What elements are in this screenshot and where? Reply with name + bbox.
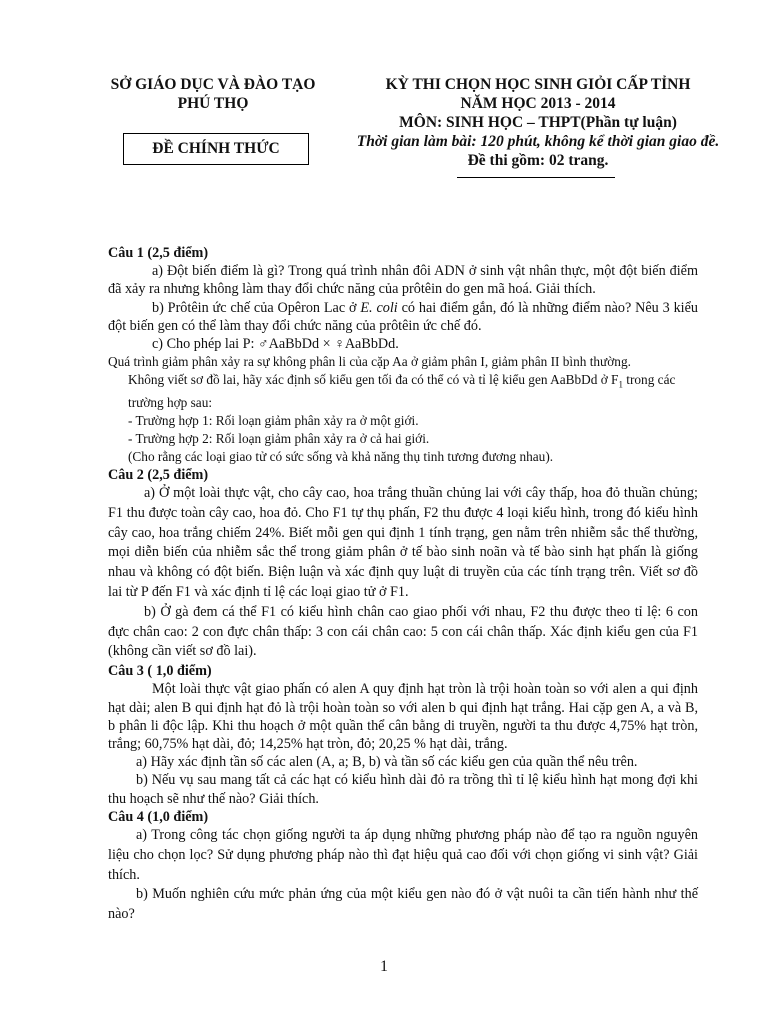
department-line1: SỞ GIÁO DỤC VÀ ĐÀO TẠO [110, 76, 316, 93]
department-line2: PHÚ THỌ [177, 95, 249, 112]
q3-intro: Một loài thực vật giao phấn có alen A quy định hạt tròn là trội hoàn toàn so với alen a qui định hạt dài; alen B qui định hạt đỏ là trội hoàn toàn so với alen b qui định hạt trắng. Hai cặp gen A, a và B, b phân li độc lập. Khi thu hoạch ở một quần thể cân bằng di truyền, người ta thu được 4,75% hạt tròn, trắng; 60,75% hạt dài, đỏ; 14,25% hạt tròn, đỏ; 20,25 % hạt dài, trắng. [108, 681, 698, 753]
exam-subject: MÔN: SINH HỌC – THPT(Phần tự luận) [399, 114, 677, 131]
q1-c-line3-sub: 1 [618, 379, 623, 390]
q1-case2: - Trường hợp 2: Rối loạn giảm phân xảy ra ở cả hai giới. [128, 430, 430, 446]
q2-part-a: a) Ở một loài thực vật, cho cây cao, hoa trắng thuần chủng lai với cây thấp, hoa đỏ thuần chủng; F1 thu được toàn cây cao, hoa đỏ. Cho F1 tự thụ phấn, F2 thu được 4 loại kiểu hình, trong đó kiểu hình cây cao, hoa trắng chiếm 24%. Biết mỗi gen qui định 1 tính trạng, gen nằm trên nhiễm sắc thể thường, mọi diễn biến của nhiễm sắc thể trong giảm phân ở tế bào sinh noãn và tế bào sinh hạt phấn là giống nhau và không có đột biến. Biện luận và xác định quy luật di truyền của các tính trạng trên. Viết sơ đồ lai từ P đến F1 và xác định tỉ lệ các loại giao tử ở F1. [108, 485, 698, 601]
q4-title: Câu 4 (1,0 điểm) [108, 808, 209, 825]
q1-part-a: a) Đột biến điểm là gì? Trong quá trình nhân đôi ADN ở sinh vật nhân thực, một đột biến điểm đã xảy ra nhưng không làm thay đổi chức năng của prôtêin do gen mã hoá. Giải thích. [108, 263, 698, 298]
exam-title: KỲ THI CHỌN HỌC SINH GIỎI CẤP TỈNH [385, 76, 691, 93]
q1-c-line3-pre: Không viết sơ đồ lai, hãy xác định số kiểu gen tối đa có thể có và tỉ lệ kiểu gen AaBbDd ở F [128, 372, 619, 388]
exam-pages: Đề thi gồm: 02 trang. [467, 152, 609, 169]
exam-year: NĂM HỌC 2013 - 2014 [460, 95, 616, 112]
q1-b-pre: b) Prôtêin ức chế của Opêron Lac ở [152, 299, 361, 316]
department-name [100, 75, 326, 113]
q1-c-line3-post: trong các trường hợp sau: [128, 372, 676, 410]
official-exam-box [123, 133, 309, 165]
q1-b-italic: E. coli [360, 299, 398, 316]
page-number: 1 [380, 958, 388, 975]
q1-b-post: có hai điểm gắn, đó là những điểm nào? Nêu 3 kiểu đột biến gen có thể làm thay đổi chức năng của prôtêin ức chế đó. [108, 299, 698, 334]
q3-part-b: b) Nếu vụ sau mang tất cả các hạt có kiểu hình dài đỏ ra trồng thì tỉ lệ kiểu hình hạt mong đợi khi thu hoạch sẽ như thế nào? Giải thích. [108, 772, 698, 807]
q4-part-a: a) Trong công tác chọn giống người ta áp dụng những phương pháp nào để tạo ra nguồn nguyên liệu cho chọn lọc? Sử dụng phương pháp nào thì đạt hiệu quả cao đối với chọn giống vi sinh vật? Giải thích. [108, 827, 698, 883]
q1-c-line2: Quá trình giảm phân xảy ra sự không phân li của cặp Aa ở giảm phân I, giảm phân II bình thường. [108, 354, 631, 370]
q1-title: Câu 1 (2,5 điểm) [108, 245, 209, 261]
q1-c-line3 [108, 371, 698, 412]
q2-title: Câu 2 (2,5 điểm) [108, 466, 209, 483]
exam-header [338, 75, 738, 170]
q4-part-b: b) Muốn nghiên cứu mức phản ứng của một kiểu gen nào đó ở vật nuôi ta cần tiến hành như thế nào? [108, 886, 698, 923]
exam-duration: Thời gian làm bài: 120 phút, không kể thời gian giao đề. [356, 133, 720, 150]
q3-part-a: a) Hãy xác định tần số các alen (A, a; B, b) và tần số các kiểu gen của quần thể nêu trên. [136, 754, 638, 771]
q1-part-b [108, 299, 698, 335]
q2-part-b: b) Ở gà đem cá thể F1 có kiểu hình chân cao giao phối với nhau, F2 thu được theo tỉ lệ: 6 con đực chân cao: 2 con đực chân thấp: 3 con cái chân cao: 5 con cái chân thấp. Xác định kiểu gen của F1 (không cần viết sơ đồ lai). [108, 603, 698, 660]
q1-part-c: c) Cho phép lai P: ♂AaBbDd × ♀AaBbDd. [152, 336, 399, 353]
q1-case1: - Trường hợp 1: Rối loạn giảm phân xảy ra ở một giới. [128, 412, 419, 428]
official-exam-label: ĐỀ CHÍNH THỨC [152, 140, 280, 157]
header-divider [457, 177, 615, 178]
q1-note: (Cho rằng các loại giao tử có sức sống và khả năng thụ tinh tương đương nhau). [128, 448, 554, 464]
exam-content [108, 244, 698, 925]
q3-title: Câu 3 ( 1,0 điểm) [108, 663, 212, 680]
